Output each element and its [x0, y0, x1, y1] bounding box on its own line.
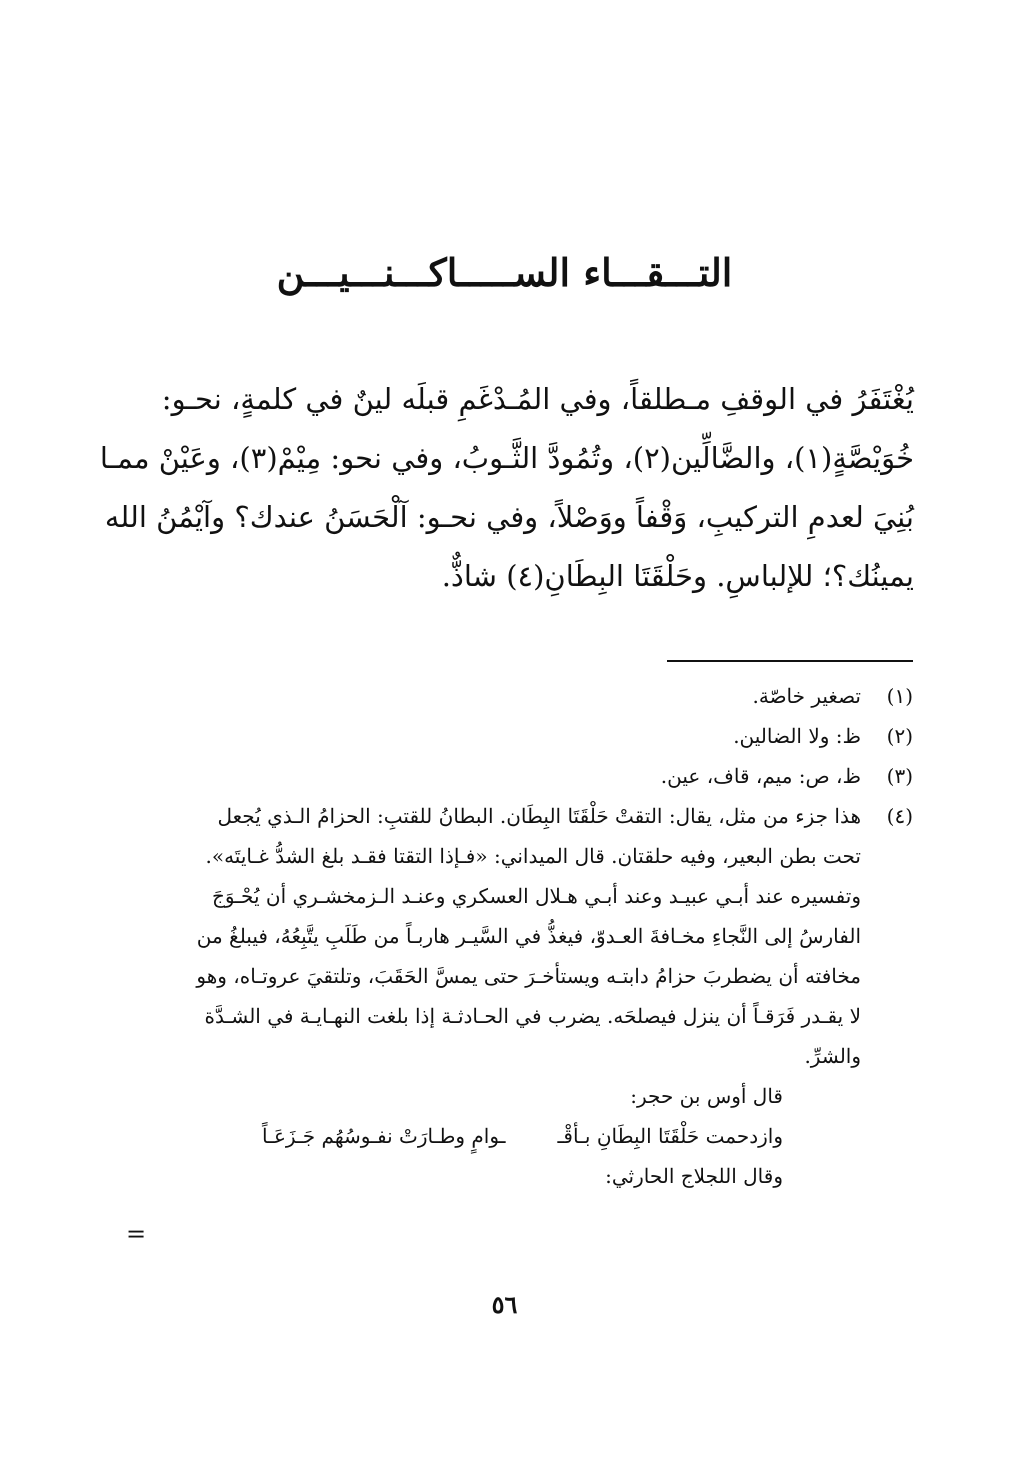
main-text-line: خُوَيْصَّةٍ(١)، والضَّالِّين(٢)، وتُمُودَّ الثَّـوبُ، وفي نحو: مِيْمْ(٣)، وعَيْنْ ممـا	[99, 441, 914, 475]
footnote-line: ظ، ص: ميم، قاف، عين.	[660, 764, 861, 788]
main-text-line: بُنِيَ لعدمِ التركيبِ، وَقْفاً ووَصْلاً، وفي نحـو: آلْحَسَنُ عندك؟ وآيْمُنُ الله	[104, 500, 914, 534]
page-number: ٥٦	[491, 1290, 518, 1319]
footnote-line: تحت بطن البعير، وفيه حلقتان. قال الميداني: «فـإذا التقتا فقـد بلغ الشدُّ غـايتَه».	[205, 844, 861, 868]
verse-second-hemistich: ـوامٍ وطـارَتْ نفـوسُهُم جَـزَعَـاً	[262, 1124, 506, 1148]
main-text	[94, 370, 914, 606]
footnote-line: ظ: ولا الضالين.	[733, 724, 861, 748]
footnote-number: (٤)	[886, 804, 913, 828]
footnote-line: الفارسُ إلى النَّجاءِ مخـافةَ العـدوّ، فيغذُّ في السَّيـر هاربـاً من طَلَبِ يتَّبِعُهُ، فيبلغُ من	[196, 924, 861, 948]
footnote-line: هذا جزء من مثل، يقال: التقتْ حَلْقَتَا البِطَان. البطانُ للقتبِ: الحزامُ الـذي يُجعل	[217, 804, 861, 828]
continuation-mark: =	[126, 1220, 147, 1248]
footnote-number: (١)	[886, 684, 913, 708]
poetry-verse	[161, 1116, 913, 1156]
main-text-line: يُغْتَفَرُ في الوقفِ مـطلقاً، وفي المُـدْغَمِ قبلَه لينٌ في كلمةٍ، نحـو:	[161, 382, 914, 416]
footnote-separator	[667, 660, 913, 662]
footnote-line: والشرِّ.	[804, 1044, 861, 1068]
footnote-line: لا يقـدر فَرَقـاً أن ينزل فيصلحَه. يضرب في الحـادثـة إذا بلغت النهـايـة في الشـدَّة	[204, 1004, 861, 1028]
footnote-4	[161, 796, 913, 1076]
footnote-1	[161, 676, 913, 716]
footnote-line: وتفسيره عند أبـي عبيـد وعند أبـي هـلال العسكري وعنـد الـزمخشـري أن يُحْـوَجَ	[211, 884, 861, 908]
main-text-line: يمينُك؟؛ للإلباسِ. وحَلْقَتَا البِطَانِ(٤) شاذٌّ.	[441, 559, 914, 593]
footnote-number: (٣)	[886, 764, 913, 788]
verse-first-hemistich: وازدحمت حَلْقَتَا البِطَانِ بـأقْـ	[557, 1124, 783, 1148]
quote-intro-lajlaj: وقال اللجلاج الحارثي:	[605, 1164, 783, 1188]
footnote-3	[161, 756, 913, 796]
footnote-number: (٢)	[886, 724, 913, 748]
footnote-line: مخافته أن يضطربَ حزامُ دابتـه ويستأخـرَ حتى يمسَّ الحَقَبَ، وتلتقيَ عروتـاه، وهو	[196, 964, 861, 988]
quote-intro-aws: قال أوس بن حجر:	[630, 1084, 783, 1108]
footnote-2	[161, 716, 913, 756]
footnotes	[161, 676, 913, 1196]
footnote-line: تصغير خاصّة.	[752, 684, 861, 708]
chapter-title: التـــقـــاء الســـــاكـــنـــيـــن	[276, 250, 733, 295]
